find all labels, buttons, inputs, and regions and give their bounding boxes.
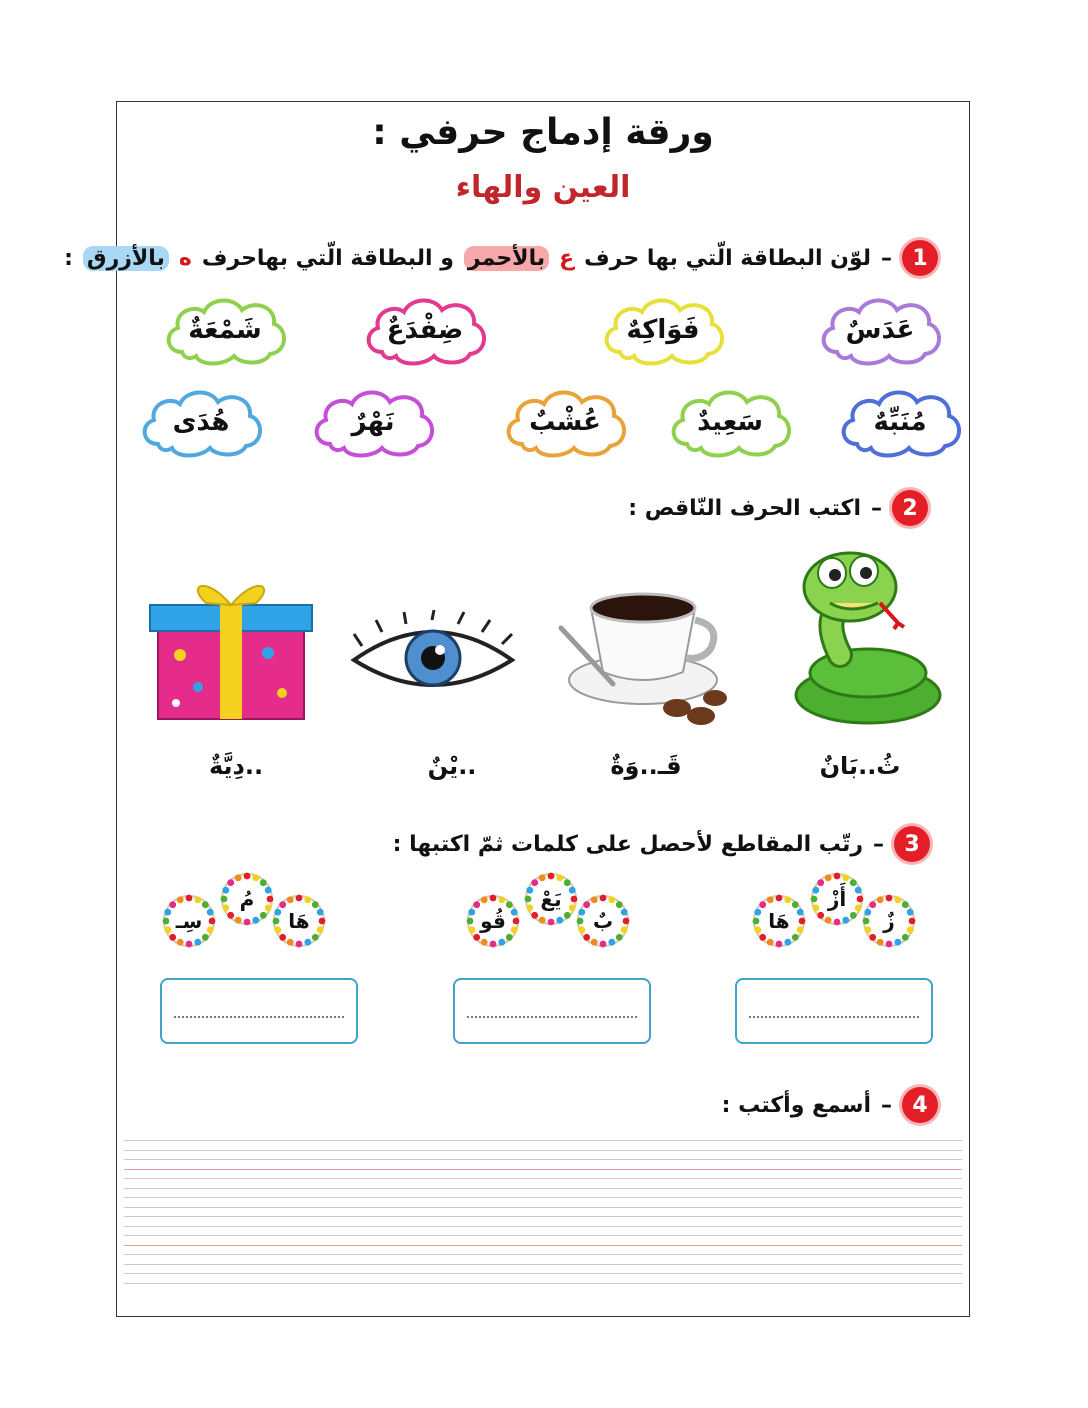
syllable-bead xyxy=(466,894,520,948)
cloud-word: سَعِيدٌ xyxy=(697,407,763,437)
caption-gift: ..دِيَّةٌ xyxy=(208,752,264,780)
syllable-bead xyxy=(576,894,630,948)
syllable-text: أَزْ xyxy=(827,887,847,911)
writing-line xyxy=(124,1140,962,1141)
syllable-text: قُو xyxy=(480,909,506,933)
word-cloud-card[interactable] xyxy=(500,382,630,462)
answer-box-2[interactable] xyxy=(453,978,651,1044)
syllable-text: زٌ xyxy=(883,909,895,933)
writing-line xyxy=(124,1216,962,1217)
syllable-text: هَا xyxy=(768,909,790,933)
cloud-word: عَدَسٌ xyxy=(845,315,915,345)
writing-line xyxy=(124,1178,962,1179)
answer-box-1[interactable] xyxy=(735,978,933,1044)
question-number-badge: 2 xyxy=(892,490,928,526)
question-number-badge: 1 xyxy=(902,240,938,276)
writing-line xyxy=(124,1254,962,1255)
writing-line xyxy=(124,1188,962,1189)
question-1-instruction: 1 – لوّن البطاقة الّتي بها حرف ع بالأحمر و البطاقة الّتي بهاحرف ه بالأزرق : xyxy=(64,240,938,276)
answer-box-3[interactable] xyxy=(160,978,358,1044)
writing-line xyxy=(124,1226,962,1227)
color-blue-label: بالأزرق xyxy=(83,246,169,271)
writing-line xyxy=(124,1283,962,1284)
writing-line xyxy=(124,1169,962,1170)
cloud-word: ضِفْدَعٌ xyxy=(386,315,464,345)
word-cloud-card[interactable] xyxy=(665,382,795,462)
question-3-text: رتّب المقاطع لأحصل على كلمات ثمّ اكتبها : xyxy=(392,831,863,857)
page-subtitle: العين والهاء xyxy=(455,170,631,205)
question-number-badge: 4 xyxy=(902,1087,938,1123)
writing-line xyxy=(124,1207,962,1208)
question-4-text: أسمع وأكتب : xyxy=(721,1092,871,1118)
writing-line xyxy=(124,1150,962,1151)
word-cloud-card[interactable] xyxy=(598,290,728,370)
syllable-bead xyxy=(162,894,216,948)
eye-icon xyxy=(348,610,518,705)
letter-ha: ه xyxy=(178,245,192,271)
syllable-text: سِـ xyxy=(175,909,203,933)
syllable-bead xyxy=(272,894,326,948)
writing-line xyxy=(124,1264,962,1265)
syllable-bead xyxy=(524,872,578,926)
question-2-instruction: 2 – اكتب الحرف النّاقص : xyxy=(628,490,928,526)
word-cloud-card[interactable] xyxy=(835,382,965,462)
writing-line xyxy=(124,1235,962,1236)
cloud-word: نَهْرٌ xyxy=(351,407,395,437)
cloud-word: هُدَى xyxy=(172,407,230,437)
letter-ain: ع xyxy=(559,245,575,271)
syllable-bead xyxy=(810,872,864,926)
syllable-text: هَا xyxy=(288,909,310,933)
question-3-instruction: 3 – رتّب المقاطع لأحصل على كلمات ثمّ اكتبها : xyxy=(393,826,930,862)
question-number-badge: 3 xyxy=(894,826,930,862)
syllable-text: يَعْ xyxy=(540,887,562,911)
question-2-text: اكتب الحرف النّاقص : xyxy=(628,495,861,521)
cloud-word: مُنَبِّهٌ xyxy=(873,407,927,437)
word-cloud-card[interactable] xyxy=(815,290,945,370)
snake-icon xyxy=(780,545,950,730)
syllable-text: بٌ xyxy=(592,909,614,933)
word-cloud-card[interactable] xyxy=(136,382,266,462)
writing-line xyxy=(124,1273,962,1274)
syllable-bead xyxy=(752,894,806,948)
gift-box-icon xyxy=(146,575,316,725)
question-1-text-b: و البطاقة الّتي بهاحرف xyxy=(201,245,454,271)
color-red-label: بالأحمر xyxy=(464,246,549,271)
caption-snake: ثُ..بَانٌ xyxy=(819,752,901,780)
question-4-instruction: 4 – أسمع وأكتب : xyxy=(722,1087,938,1123)
cloud-word: فَوَاكِهٌ xyxy=(626,315,700,345)
writing-line xyxy=(124,1245,962,1246)
syllable-bead xyxy=(220,872,274,926)
word-cloud-card[interactable] xyxy=(360,290,490,370)
word-cloud-card[interactable] xyxy=(308,382,438,462)
caption-eye: ..يْنٌ xyxy=(427,752,477,780)
writing-line xyxy=(124,1159,962,1160)
caption-coffee: قَـ..وَةٌ xyxy=(610,752,682,780)
syllable-text: مُ xyxy=(239,887,255,911)
question-1-text-a: لوّن البطاقة الّتي بها حرف xyxy=(584,245,871,271)
word-cloud-card[interactable] xyxy=(160,290,290,370)
coffee-cup-icon xyxy=(555,580,735,735)
cloud-word: عُشْبٌ xyxy=(529,407,601,437)
writing-line xyxy=(124,1197,962,1198)
cloud-word: شَمْعَةٌ xyxy=(188,315,262,345)
syllable-bead xyxy=(862,894,916,948)
page-title: ورقة إدماج حرفي : xyxy=(372,112,714,153)
